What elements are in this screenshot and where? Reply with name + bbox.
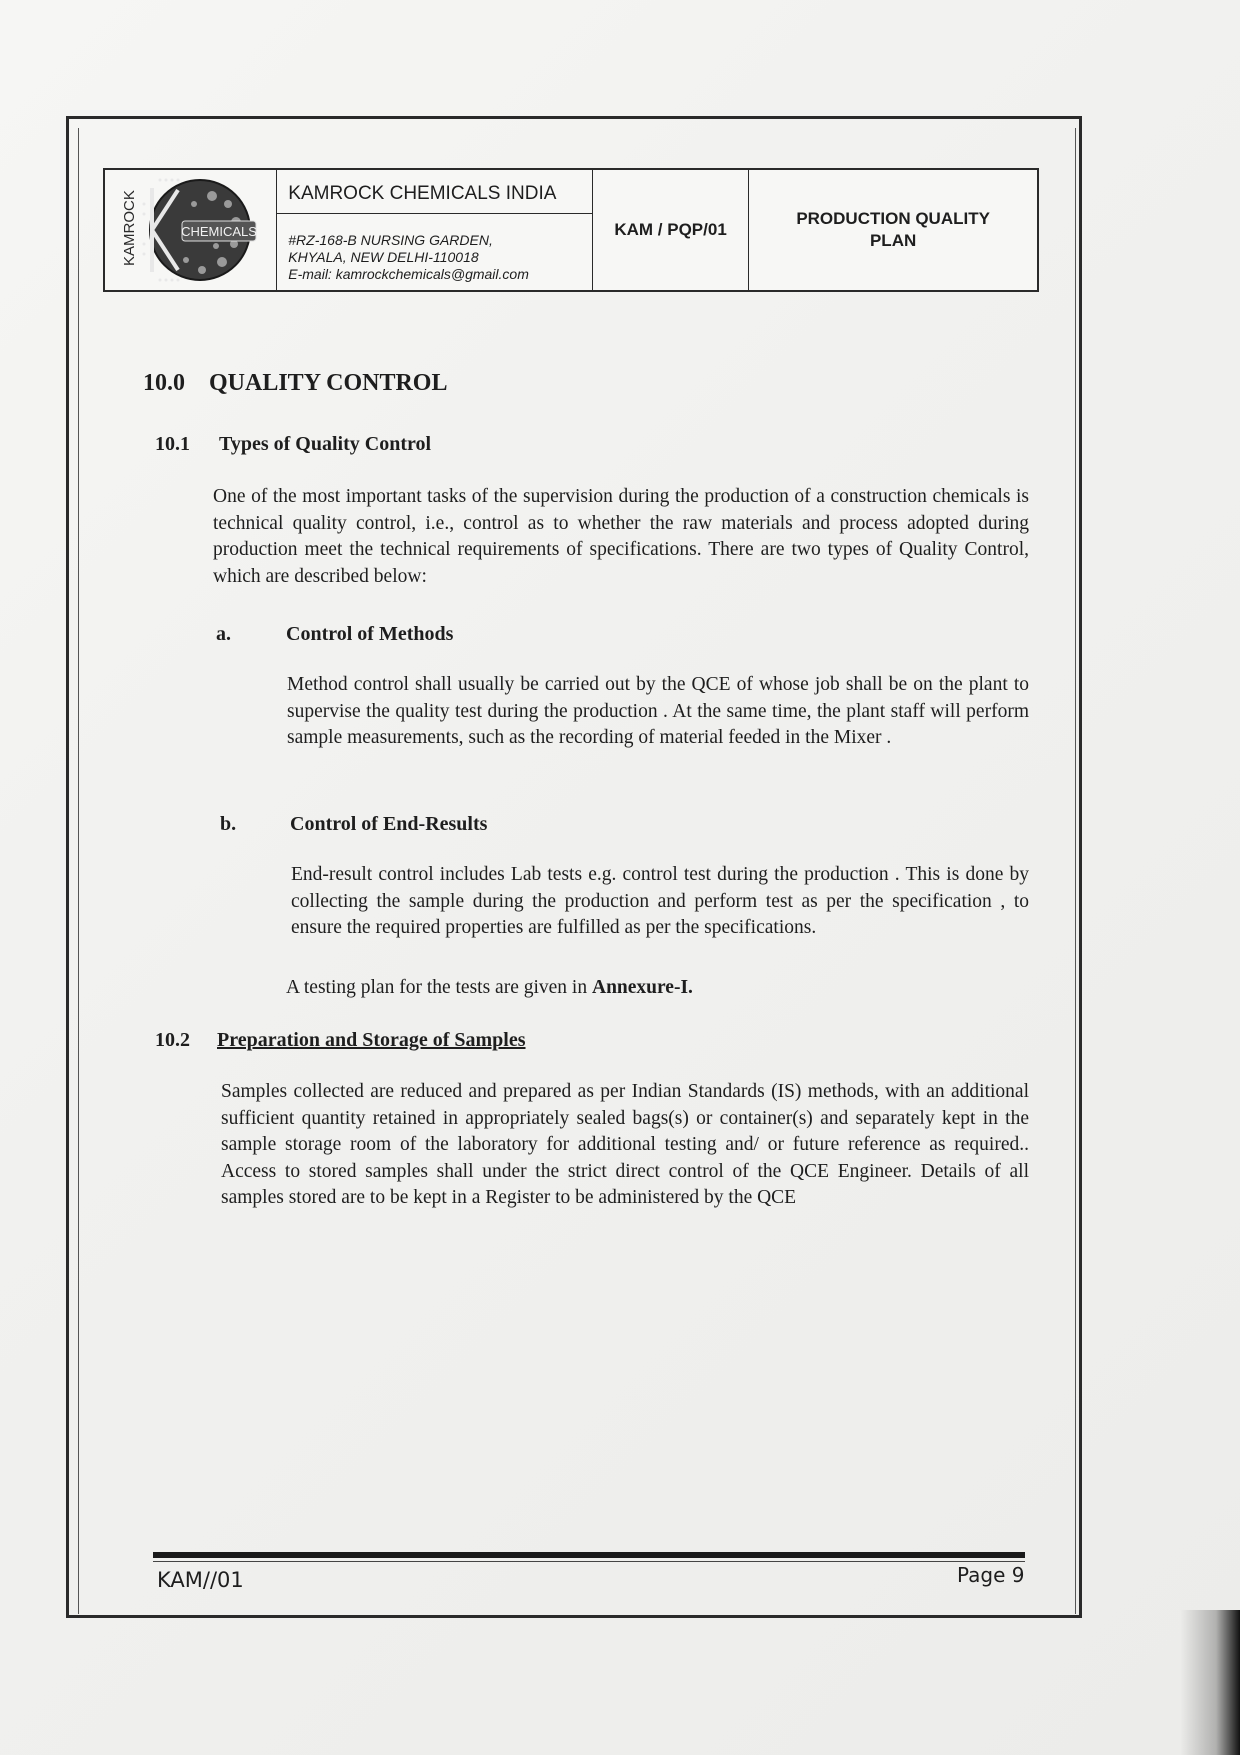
- section-number: 10.0: [143, 370, 185, 396]
- subsection-title: Types of Quality Control: [219, 433, 432, 455]
- item-a-paragraph: Method control shall usually be carried out by the QCE of whose job shall be on the plant to supervise the quality test during the production . At the same time, the plant staff will perform sample measurements, such as the recording of material feeded in the Mixer .: [287, 674, 1029, 748]
- item-a-title: Control of Methods: [286, 623, 454, 645]
- footer-rule: [153, 1552, 1025, 1558]
- footer-doc-ref: KAM//01: [157, 1568, 244, 1592]
- subsection-heading-10-2: [155, 1029, 526, 1052]
- email-line: E-mail: kamrockchemicals@gmail.com: [288, 266, 529, 282]
- section-heading: [143, 370, 447, 397]
- annexure-reference: Annexure-I.: [591, 977, 693, 998]
- subsection-heading-10-1: [155, 433, 431, 456]
- doc-title-cell: [749, 170, 1037, 290]
- address-line-2: KHYALA, NEW DELHI-110018: [288, 249, 479, 265]
- company-info-cell: [277, 170, 593, 290]
- subsection-number: 10.2: [155, 1029, 190, 1051]
- item-b-paragraph: End-result control includes Lab tests e.g. control test during the production . This is done by collecting the sample during the production and perform test as per the specification , to ensure the required properties are fulfilled as per the specifications.: [291, 864, 1029, 938]
- footer-rule-thin: [153, 1561, 1025, 1562]
- doc-title: [796, 208, 990, 252]
- logo-badge-text: CHEMICALS: [180, 224, 257, 239]
- testing-plan-line: [286, 975, 1006, 1002]
- subsection-title: Preparation and Storage of Samples: [217, 1029, 526, 1051]
- company-address: [288, 232, 529, 283]
- item-a-letter: a.: [216, 623, 231, 645]
- page-number: Page 9: [957, 1563, 1025, 1587]
- doc-code: KAM / PQP/01: [614, 220, 727, 239]
- item-b-letter: b.: [220, 813, 237, 835]
- document-header: [103, 168, 1039, 292]
- section-title: QUALITY CONTROL: [209, 370, 448, 396]
- doc-code-cell: [593, 170, 749, 290]
- doc-title-line-1: PRODUCTION QUALITY: [796, 209, 990, 228]
- intro-paragraph: One of the most important tasks of the supervision during the production of a construction chemicals is technical quality control, i.e., control as to whether the raw materials and process adopted during production meet the technical requirements of specifications. There are two types of Quality Control, which are described below:: [213, 486, 1029, 587]
- subsection-number: 10.1: [155, 433, 190, 455]
- company-logo: [116, 174, 266, 286]
- doc-title-line-2: PLAN: [869, 231, 917, 250]
- testing-plan-text: A testing plan for the tests are given in: [286, 977, 588, 998]
- company-name: KAMROCK CHEMICALS INDIA: [277, 170, 592, 214]
- logo-vertical-text: KAMROCK: [120, 190, 138, 266]
- item-b-title: Control of End-Results: [290, 813, 488, 835]
- item-b-heading: [220, 813, 487, 836]
- page-edge-shadow: [1180, 1610, 1240, 1755]
- storage-paragraph: Samples collected are reduced and prepared as per Indian Standards (IS) methods, with an additional sufficient quantity retained in appropriately sealed bags(s) or container(s) and separately kept in the sample storage room of the laboratory for additional testing and/ or future reference as required.. Access to stored samples shall under the strict direct control of the QCE Engineer. Details of all samples stored are to be kept in a Register to be administered by the QCE: [221, 1081, 1029, 1208]
- address-line-1: #RZ-168-B NURSING GARDEN,: [288, 232, 493, 248]
- item-a-heading: [216, 623, 453, 646]
- logo-cell: [105, 170, 277, 290]
